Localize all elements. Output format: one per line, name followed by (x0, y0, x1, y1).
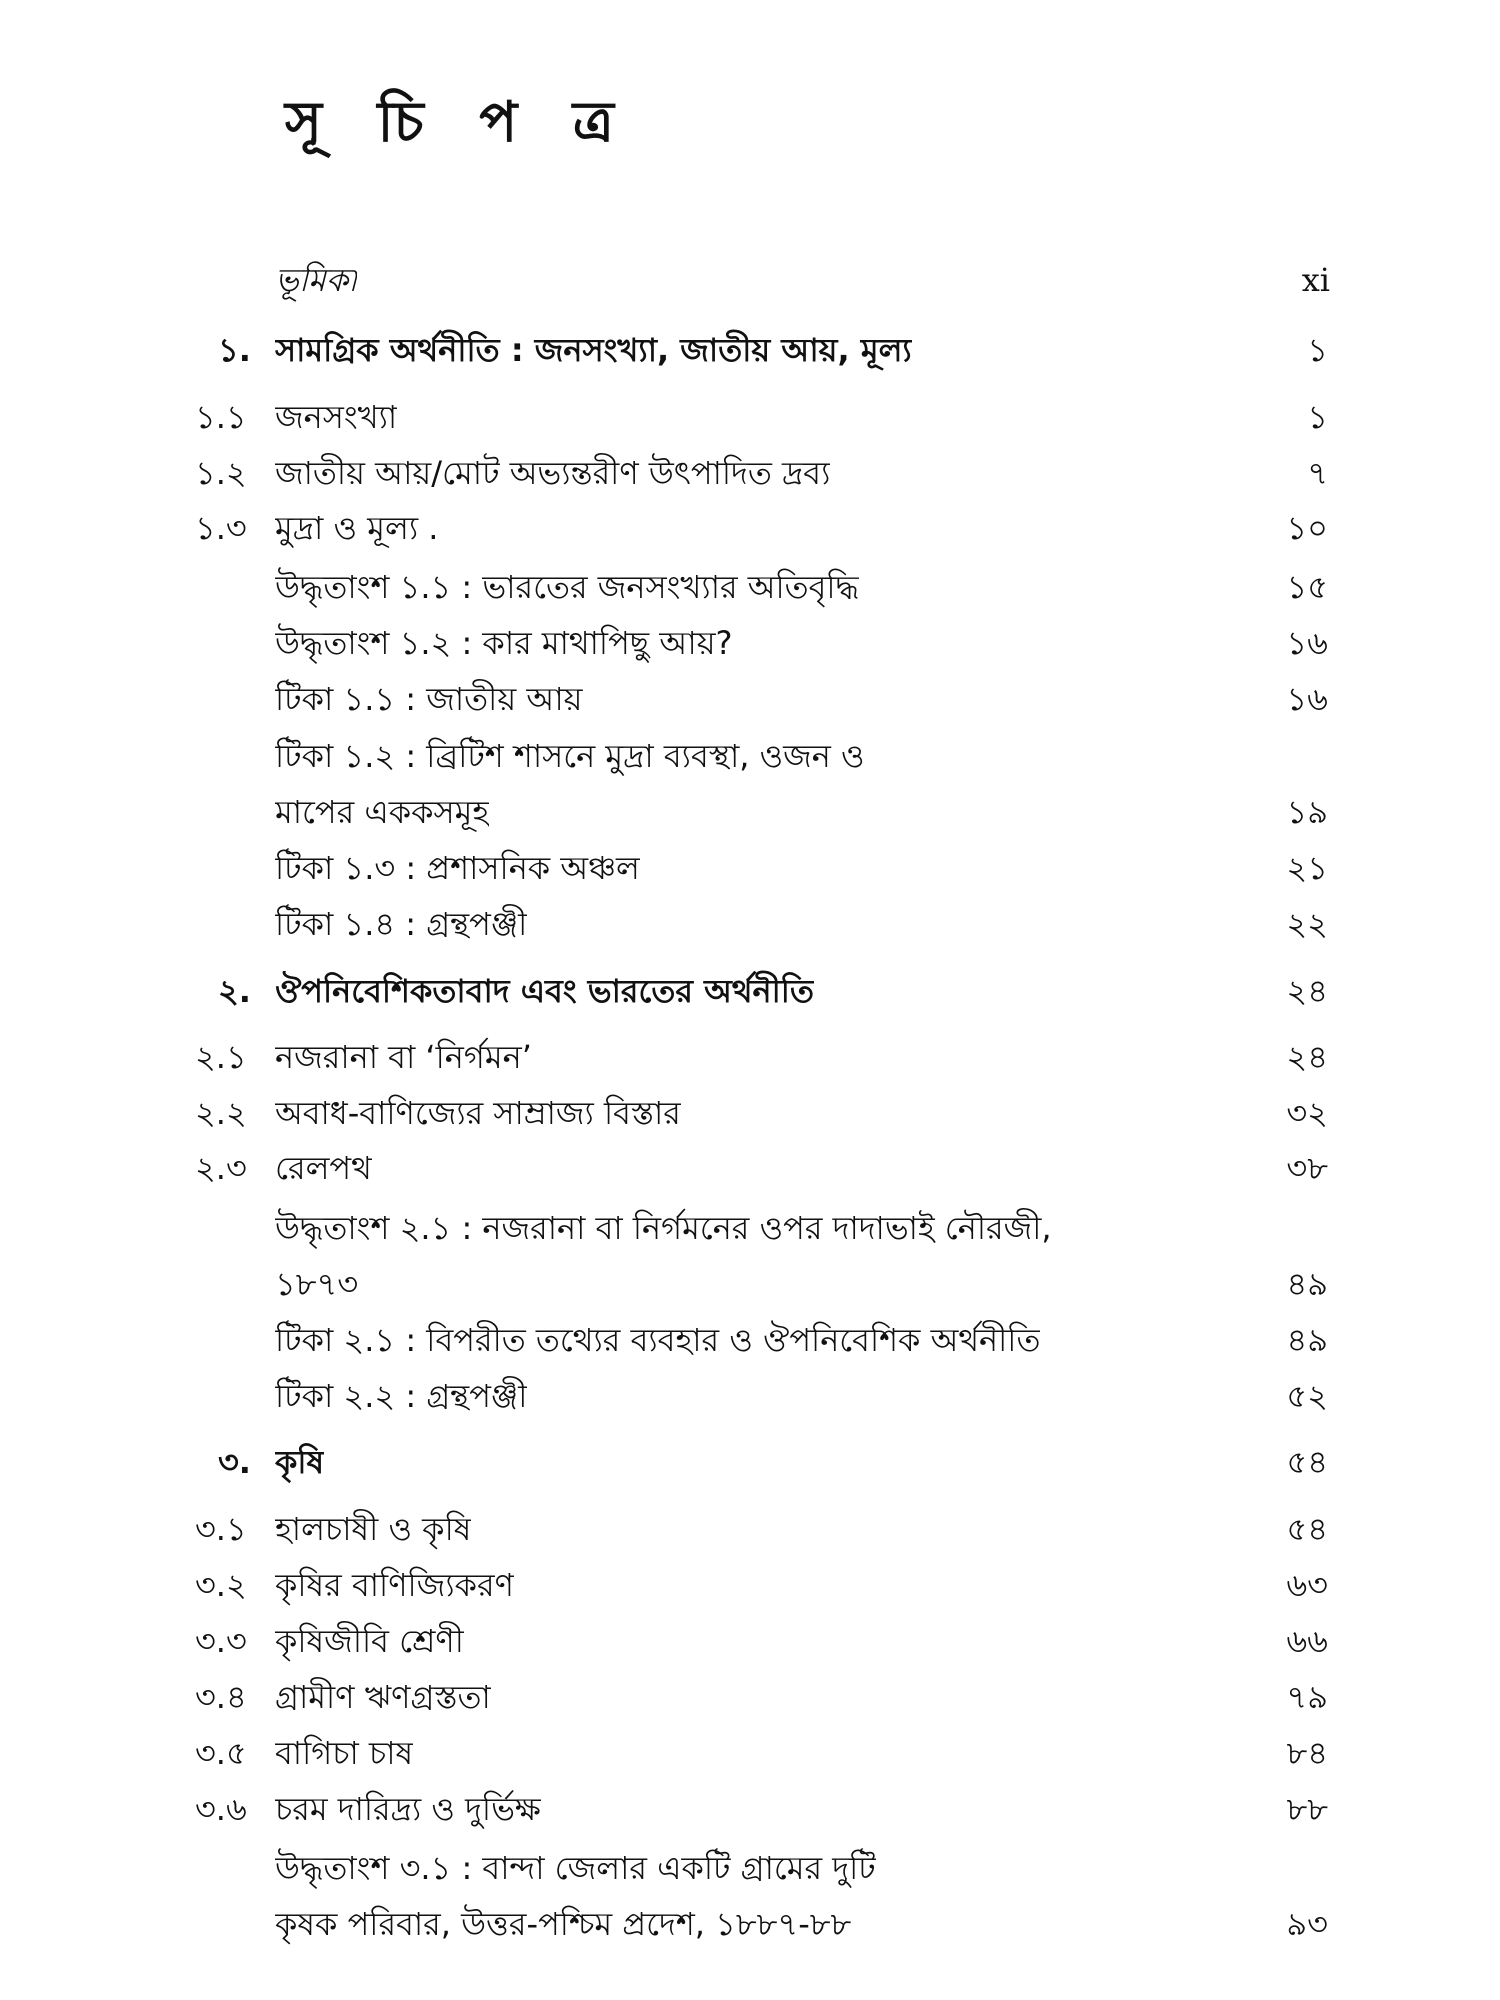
toc-entry-title: মাপের এককসমূহ (275, 793, 490, 831)
toc-entry-page: ২৪ (1286, 972, 1328, 1010)
toc-entry-preface (0, 255, 1500, 305)
toc-entry-page: ৭ (1307, 454, 1328, 492)
toc-entry-page: ১৬ (1286, 624, 1328, 662)
toc-entry-title: বাগিচা চাষ (275, 1734, 414, 1772)
toc-entry-title: রেলপথ (275, 1149, 372, 1187)
toc-section (0, 1616, 1500, 1666)
toc-entry-page: ৫৪ (1286, 1510, 1328, 1548)
toc-entry-title: উদ্ধৃতাংশ ৩.১ : বান্দা জেলার একটি গ্রামের দুটি (275, 1849, 876, 1887)
toc-subentry-continued (0, 1899, 1500, 1949)
toc-subentry (0, 1843, 1500, 1893)
toc-section-number: ২.২ (195, 1094, 247, 1132)
toc-entry-page: ১০ (1286, 509, 1328, 547)
toc-entry-title: টিকা ১.২ : ব্রিটিশ শাসনে মুদ্রা ব্যবস্থা, ওজন ও (275, 737, 865, 775)
toc-entry-page: ২২ (1286, 905, 1328, 943)
toc-entry-page: ৬৬ (1286, 1622, 1328, 1660)
toc-entry-page: ১ (1307, 331, 1328, 369)
toc-subentry (0, 674, 1500, 724)
toc-section-number: ৩.৪ (195, 1678, 247, 1716)
toc-entry-page: ১৫ (1286, 568, 1328, 606)
toc-entry-page: ৯৩ (1286, 1905, 1328, 1943)
toc-entry-page: ৩২ (1286, 1094, 1328, 1132)
toc-entry-title: কৃষক পরিবার, উত্তর-পশ্চিম প্রদেশ, ১৮৮৭-৮৮ (275, 1905, 852, 1943)
page-title: সূ চি প ত্র (285, 90, 632, 155)
toc-entry-page: ২১ (1286, 849, 1328, 887)
toc-chapter-number: ২. (218, 972, 251, 1010)
toc-entry-title: টিকা ১.৩ : প্রশাসনিক অঞ্চল (275, 849, 640, 887)
toc-entry-title: নজরানা বা ‘নির্গমন’ (275, 1038, 532, 1076)
toc-subentry-continued (0, 787, 1500, 837)
toc-entry-page: ১৬ (1286, 680, 1328, 718)
toc-entry-page: ৪৯ (1286, 1265, 1328, 1303)
toc-entry-page: ৭৯ (1286, 1678, 1328, 1716)
toc-subentry (0, 1315, 1500, 1365)
toc-section (0, 1560, 1500, 1610)
toc-section (0, 1504, 1500, 1554)
toc-entry-title: চরম দারিদ্র্য ও দুর্ভিক্ষ (275, 1790, 541, 1828)
toc-entry-title: কৃষির বাণিজ্যিকরণ (275, 1566, 514, 1604)
toc-section (0, 392, 1500, 442)
toc-subentry (0, 731, 1500, 781)
toc-entry-page: ৬৩ (1286, 1566, 1328, 1604)
toc-section-number: ১.১ (195, 398, 247, 436)
toc-entry-page: ১৯ (1286, 793, 1328, 831)
toc-section (0, 1088, 1500, 1138)
toc-entry-title: হালচাষী ও কৃষি (275, 1510, 472, 1548)
toc-section-number: ২.১ (195, 1038, 247, 1076)
toc-entry-page: ৫২ (1286, 1377, 1328, 1415)
toc-section-number: ১.৩ (195, 509, 247, 547)
toc-entry-page: ১ (1307, 398, 1328, 436)
toc-entry-title: টিকা ১.৪ : গ্রন্থপঞ্জী (275, 905, 528, 943)
toc-section (0, 448, 1500, 498)
toc-entry-page: ৩৮ (1286, 1149, 1328, 1187)
toc-subentry (0, 843, 1500, 893)
toc-entry-page: ৮৮ (1286, 1790, 1328, 1828)
toc-entry-page: ৮৪ (1286, 1734, 1328, 1772)
toc-subentry (0, 1203, 1500, 1253)
toc-chapter-title: সামগ্রিক অর্থনীতি : জনসংখ্যা, জাতীয় আয়, মূল্য (275, 331, 912, 369)
toc-subentry (0, 899, 1500, 949)
toc-subentry (0, 1371, 1500, 1421)
toc-entry-title: কৃষিজীবি শ্রেণী (275, 1622, 464, 1660)
toc-section (0, 1143, 1500, 1193)
toc-entry-title: উদ্ধৃতাংশ ২.১ : নজরানা বা নির্গমনের ওপর দাদাভাই নৌরজী, (275, 1209, 1052, 1247)
toc-section-number: ৩.১ (195, 1510, 247, 1548)
toc-section (0, 1032, 1500, 1082)
toc-entry-title: জাতীয় আয়/মোট অভ্যন্তরীণ উৎপাদিত দ্রব্য (275, 454, 831, 492)
toc-entry-title: গ্রামীণ ঋণগ্রস্ততা (275, 1678, 491, 1716)
toc-section-number: ৩.৬ (195, 1790, 247, 1828)
toc-chapter-title: ঔপনিবেশিকতাবাদ এবং ভারতের অর্থনীতি (275, 972, 814, 1010)
toc-entry-title: ভূমিকা (275, 261, 358, 299)
toc-entry-title: টিকা ১.১ : জাতীয় আয় (275, 680, 583, 718)
toc-entry-title: ১৮৭৩ (275, 1265, 359, 1303)
toc-section-number: ৩.২ (195, 1566, 247, 1604)
toc-entry-page: ৫৪ (1286, 1443, 1328, 1481)
toc-chapter-1 (0, 325, 1500, 375)
toc-entry-title: টিকা ২.১ : বিপরীত তথ্যের ব্যবহার ও ঔপনিবেশিক অর্থনীতি (275, 1321, 1041, 1359)
toc-section-number: ২.৩ (195, 1149, 247, 1187)
toc-section (0, 1728, 1500, 1778)
toc-entry-title: টিকা ২.২ : গ্রন্থপঞ্জী (275, 1377, 528, 1415)
toc-entry-title: অবাধ-বাণিজ্যের সাম্রাজ্য বিস্তার (275, 1094, 681, 1132)
toc-entry-title: জনসংখ্যা (275, 398, 398, 436)
toc-subentry-continued (0, 1259, 1500, 1309)
toc-chapter-3 (0, 1437, 1500, 1487)
toc-section-number: ৩.৩ (195, 1622, 247, 1660)
toc-entry-page: ২৪ (1286, 1038, 1328, 1076)
toc-entry-page: xi (1301, 261, 1330, 299)
toc-entry-title: মুদ্রা ও মূল্য . (275, 509, 439, 547)
toc-entry-title: উদ্ধৃতাংশ ১.১ : ভারতের জনসংখ্যার অতিবৃদ্ধি (275, 568, 860, 606)
toc-section (0, 1784, 1500, 1834)
toc-section-number: ১.২ (195, 454, 247, 492)
toc-chapter-number: ৩. (218, 1443, 251, 1481)
toc-section (0, 503, 1500, 553)
toc-chapter-number: ১. (218, 331, 251, 369)
toc-entry-page: ৪৯ (1286, 1321, 1328, 1359)
toc-subentry (0, 562, 1500, 612)
toc-chapter-2 (0, 966, 1500, 1016)
toc-chapter-title: কৃষি (275, 1443, 325, 1481)
toc-subentry (0, 618, 1500, 668)
toc-entry-title: উদ্ধৃতাংশ ১.২ : কার মাথাপিছু আয়? (275, 624, 733, 662)
toc-section-number: ৩.৫ (195, 1734, 247, 1772)
toc-section (0, 1672, 1500, 1722)
